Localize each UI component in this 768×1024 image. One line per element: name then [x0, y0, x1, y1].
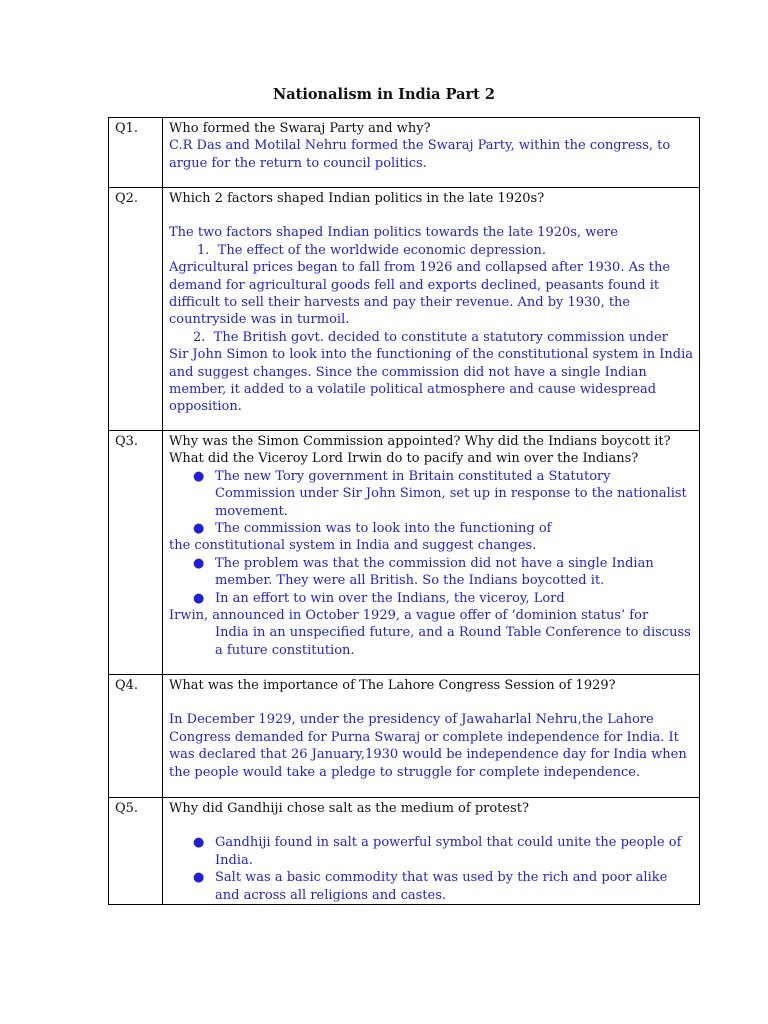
bullet-icon: ●	[193, 590, 205, 606]
bullet-item	[169, 468, 693, 520]
answer-text: Agricultural prices began to fall from 1926 and collapsed after 1930. As the demand for agricultural goods fell and exports declined, peasants found it difficult to sell their harvests and pay their revenue. And by 1930, the countryside was in turmoil.	[169, 260, 671, 328]
bullet-item	[169, 520, 693, 537]
table-row-q1	[109, 118, 700, 188]
question-number: Q1.	[109, 118, 163, 188]
answer-text: India in an unspecified future, and a Round Table Conference to discuss a future constitution.	[215, 625, 691, 658]
qa-cell	[163, 798, 700, 905]
bullet-icon: ●	[193, 468, 205, 484]
bullet-item	[169, 590, 693, 607]
answer-text: C.R Das and Motilal Nehru formed the Swaraj Party, within the congress, to argue for the return to council politics.	[169, 138, 671, 171]
list-item-title: The effect of the worldwide economic depression.	[217, 242, 547, 258]
list-marker: 2.	[193, 329, 206, 345]
bullet-icon: ●	[193, 555, 205, 571]
bullet-icon: ●	[193, 870, 205, 886]
table-row-q5	[109, 798, 700, 905]
bullet-item	[169, 834, 693, 869]
table-row-q4	[109, 675, 700, 798]
answer-intro: The two factors shaped Indian politics towards the late 1920s, were	[169, 225, 618, 241]
question-text: Which 2 factors shaped Indian politics in the late 1920s?	[169, 191, 545, 206]
bullet-text: In an effort to win over the Indians, the viceroy, Lord	[215, 590, 565, 606]
answer-text: the constitutional system in India and suggest changes.	[169, 538, 537, 554]
list-item-title: The British govt. decided to constitute a statutory commission under	[213, 329, 668, 345]
bullet-text: The commission was to look into the functioning of	[215, 521, 552, 537]
bullet-item	[169, 869, 693, 904]
question-number: Q4.	[109, 675, 163, 798]
question-number: Q2.	[109, 188, 163, 431]
bullet-text: The problem was that the commission did not have a single Indian member. They were all British. So the Indians boycotted it.	[215, 555, 654, 589]
qa-cell	[163, 431, 700, 675]
list-item	[169, 242, 693, 259]
bullet-text: Gandhiji found in salt a powerful symbol that could unite the people of India.	[215, 835, 682, 868]
qa-table	[108, 117, 700, 905]
question-text: Who formed the Swaraj Party and why?	[169, 121, 431, 136]
bullet-text: The new Tory government in Britain constituted a Statutory Commission under Sir John Simon, set up in response to the nationalist movement.	[215, 468, 687, 519]
list-item	[169, 329, 693, 346]
spacer	[169, 207, 693, 224]
list-marker: 1.	[197, 242, 210, 258]
bullet-text: Salt was a basic commodity that was used by the rich and poor alike and across all religions and castes.	[215, 870, 668, 903]
table-row-q2	[109, 188, 700, 431]
spacer	[169, 817, 693, 834]
answer-text: Irwin, announced in October 1929, a vague offer of ‘dominion status’ for	[169, 608, 649, 624]
bullet-icon: ●	[193, 521, 205, 537]
qa-cell	[163, 188, 700, 431]
question-number: Q3.	[109, 431, 163, 675]
qa-cell	[163, 118, 700, 188]
question-text: Why did Gandhiji chose salt as the medium of protest?	[169, 801, 529, 816]
question-text: Why was the Simon Commission appointed? Why did the Indians boycott it?	[169, 434, 671, 449]
answer-text: Sir John Simon to look into the functioning of the constitutional system in India and suggest changes. Since the commission did not have a single Indian member, it added to a volatile political atmosphere and cause widespread opposition.	[169, 347, 693, 415]
spacer	[169, 694, 693, 711]
bullet-icon: ●	[193, 835, 205, 851]
table-row-q3	[109, 431, 700, 675]
answer-text: In December 1929, under the presidency of Jawaharlal Nehru,the Lahore Congress demanded for Purna Swaraj or complete independence for India. It was declared that 26 January,1930 would be independence day for India when the people would take a pledge to struggle for complete independence.	[169, 712, 687, 780]
question-text: What was the importance of The Lahore Congress Session of 1929?	[169, 678, 616, 693]
qa-cell	[163, 675, 700, 798]
question-number: Q5.	[109, 798, 163, 905]
page-title: Nationalism in India Part 2	[273, 86, 495, 103]
bullet-item	[169, 555, 693, 590]
question-text: What did the Viceroy Lord Irwin do to pacify and win over the Indians?	[169, 451, 639, 467]
